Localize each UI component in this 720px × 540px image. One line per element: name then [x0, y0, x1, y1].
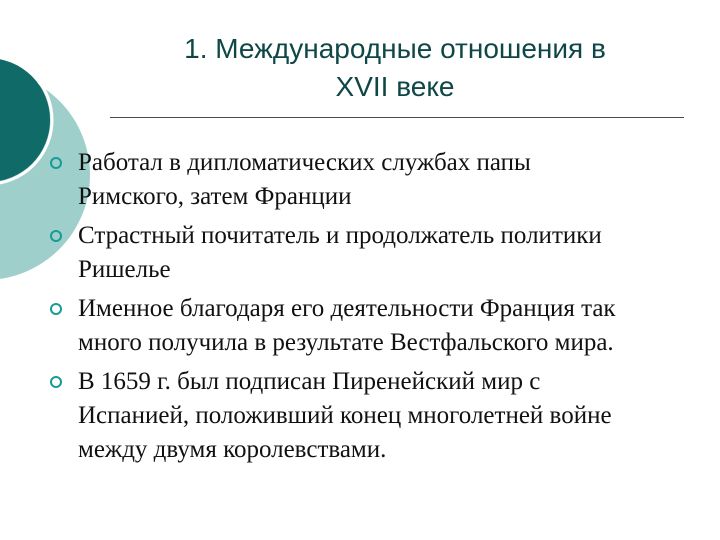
slide-title-line-2: XVII веке — [335, 71, 455, 102]
bullet-list — [50, 146, 715, 472]
slide-title-line-1: 1. Международные отношения в — [184, 33, 606, 64]
bullet-2-line-1: Страстный почитатель и продолжатель политики — [78, 222, 602, 249]
bullet-1-line-2: Римского, затем Франции — [78, 183, 352, 210]
bullet-4-line-1: В 1659 г. был подписан Пиренейский мир с — [78, 368, 541, 395]
title-divider — [110, 117, 684, 118]
bullet-item-3 — [50, 292, 715, 360]
ring-bullet-icon — [50, 230, 62, 242]
bullet-2-line-2: Ришелье — [78, 256, 171, 283]
bullet-3-line-1: Именное благодаря его деятельности Франция так — [78, 295, 616, 322]
bullet-item-4 — [50, 365, 715, 467]
bullet-3-line-2: много получила в результате Вестфальского мира. — [78, 329, 614, 356]
bullet-item-2 — [50, 219, 715, 287]
bullet-1-line-1: Работал в дипломатических службах папы — [78, 149, 531, 176]
bullet-4-line-2: Испанией, положивший конец многолетней войне — [78, 402, 612, 429]
bullet-4-line-3: между двумя королевствами. — [78, 436, 387, 463]
bullet-item-1 — [50, 146, 715, 214]
slide-title — [110, 30, 680, 106]
ring-bullet-icon — [50, 303, 62, 315]
ring-bullet-icon — [50, 376, 62, 388]
ring-bullet-icon — [50, 157, 62, 169]
